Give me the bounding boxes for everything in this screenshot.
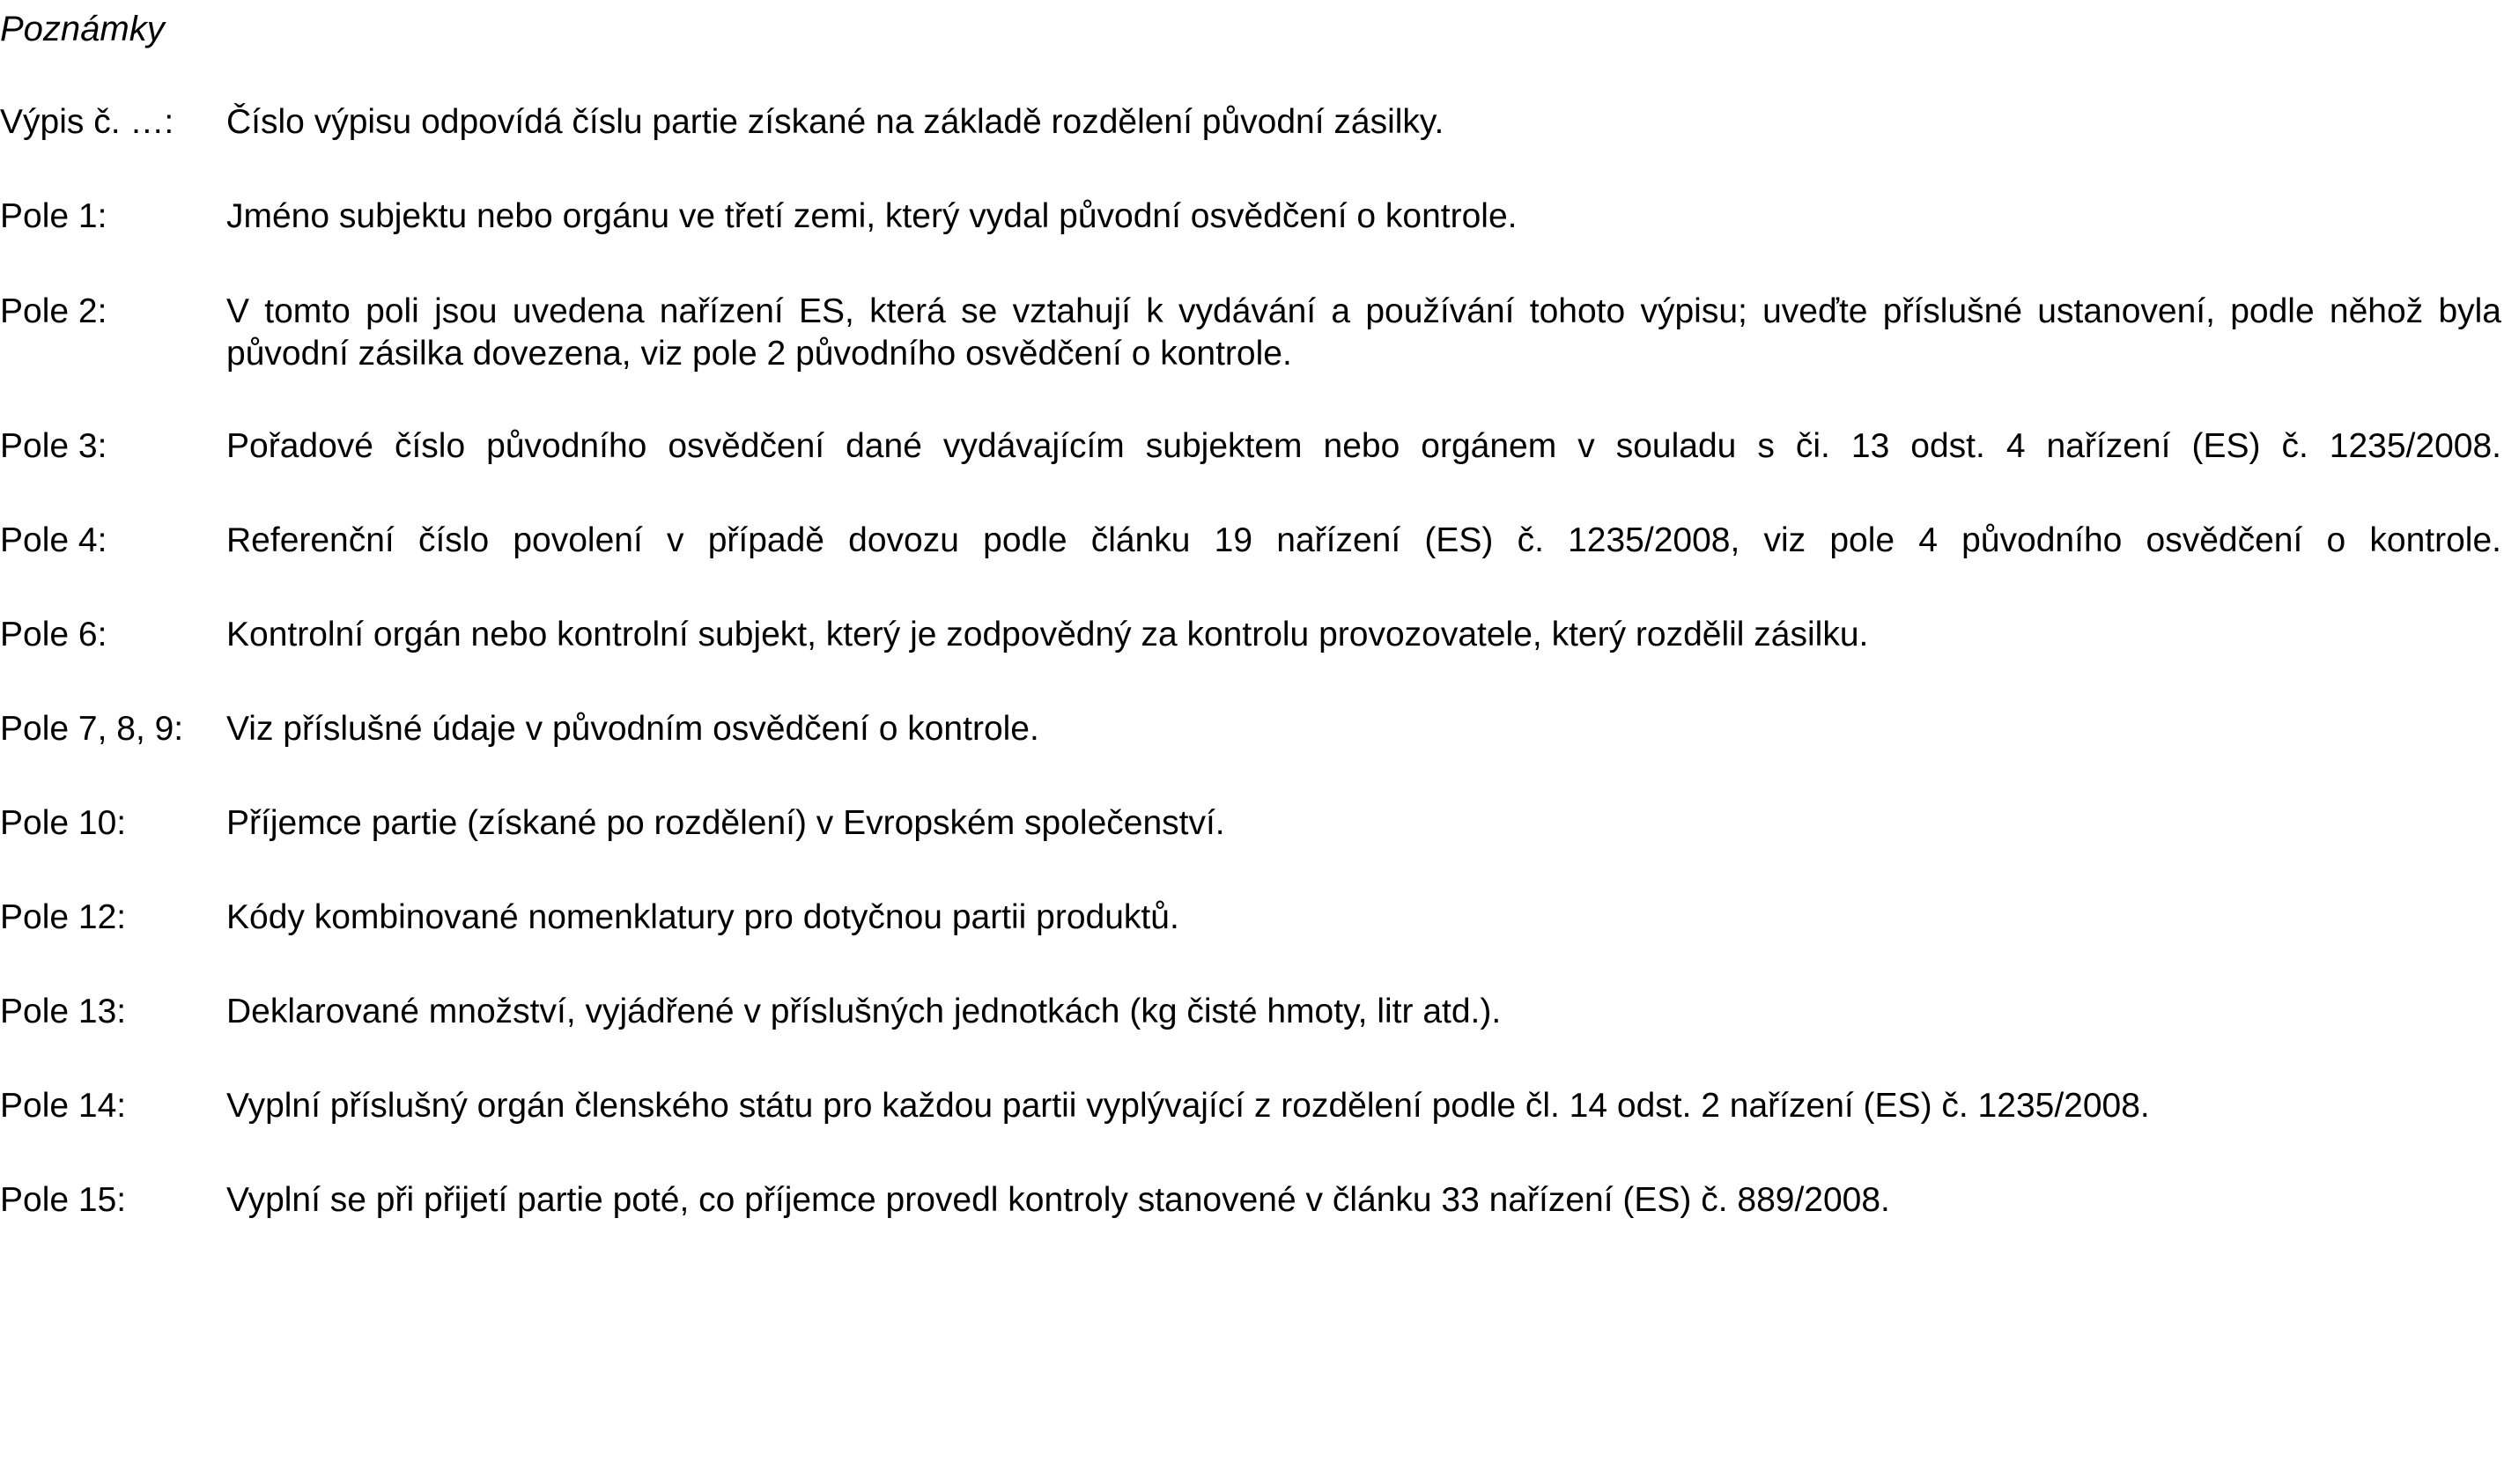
note-text — [226, 520, 2501, 562]
note-text: Deklarované množství, vyjádřené v příslušných jednotkách (kg čisté hmoty, litr atd.). — [226, 993, 1502, 1030]
page-heading: Poznámky — [0, 10, 165, 48]
note-label: Pole 2: — [0, 292, 107, 330]
note-text: Vyplní se při přijetí partie poté, co příjemce provedl kontroly stanovené v článku 33 nařízení (ES) č. 889/2008. — [226, 1181, 1890, 1219]
note-label: Pole 14: — [0, 1087, 127, 1125]
note-label: Pole 6: — [0, 616, 107, 653]
note-label: Pole 15: — [0, 1181, 127, 1219]
note-text-line-2: původní zásilka dovezena, viz pole 2 původního osvědčení o kontrole. — [226, 335, 1292, 373]
note-text: Kontrolní orgán nebo kontrolní subjekt, který je zodpovědný za kontrolu provozovatele, který rozdělil zásilku. — [226, 616, 1869, 653]
note-text-line: Pořadové číslo původního osvědčení dané vydávajícím subjektem nebo orgánem v souladu s či. 13 odst. 4 nařízení (ES) č. 1235/2008. — [226, 427, 2501, 465]
note-text: Příjemce partie (získané po rozdělení) v Evropském společenství. — [226, 804, 1225, 842]
note-text-line: Referenční číslo povolení v případě dovozu podle článku 19 nařízení (ES) č. 1235/2008, viz pole 4 původního osvědčení o kontrole. — [226, 521, 2501, 559]
note-label: Pole 10: — [0, 804, 127, 842]
note-label: Pole 7, 8, 9: — [0, 710, 184, 748]
note-text-line-1: V tomto poli jsou uvedena nařízení ES, která se vztahují k vydávání a používání tohoto výpisu; uveďte příslušné ustanovení, podle něhož byla — [226, 292, 2501, 330]
note-text — [226, 291, 2501, 375]
note-text: Číslo výpisu odpovídá číslu partie získané na základě rozdělení původní zásilky. — [226, 103, 1444, 141]
note-label: Pole 12: — [0, 898, 127, 936]
note-label: Výpis č. …: — [0, 103, 174, 141]
note-text: Jméno subjektu nebo orgánu ve třetí zemi, který vydal původní osvědčení o kontrole. — [226, 197, 1518, 235]
note-label: Pole 1: — [0, 197, 107, 235]
note-label: Pole 4: — [0, 521, 107, 559]
note-text: Vyplní příslušný orgán členského státu pro každou partii vyplývající z rozdělení podle čl. 14 odst. 2 nařízení (ES) č. 1235/2008. — [226, 1087, 2150, 1125]
note-text: Kódy kombinované nomenklatury pro dotyčnou partii produktů. — [226, 898, 1179, 936]
note-label: Pole 13: — [0, 993, 127, 1030]
note-text: Viz příslušné údaje v původním osvědčení o kontrole. — [226, 710, 1039, 748]
note-label: Pole 3: — [0, 427, 107, 465]
note-text — [226, 425, 2501, 468]
